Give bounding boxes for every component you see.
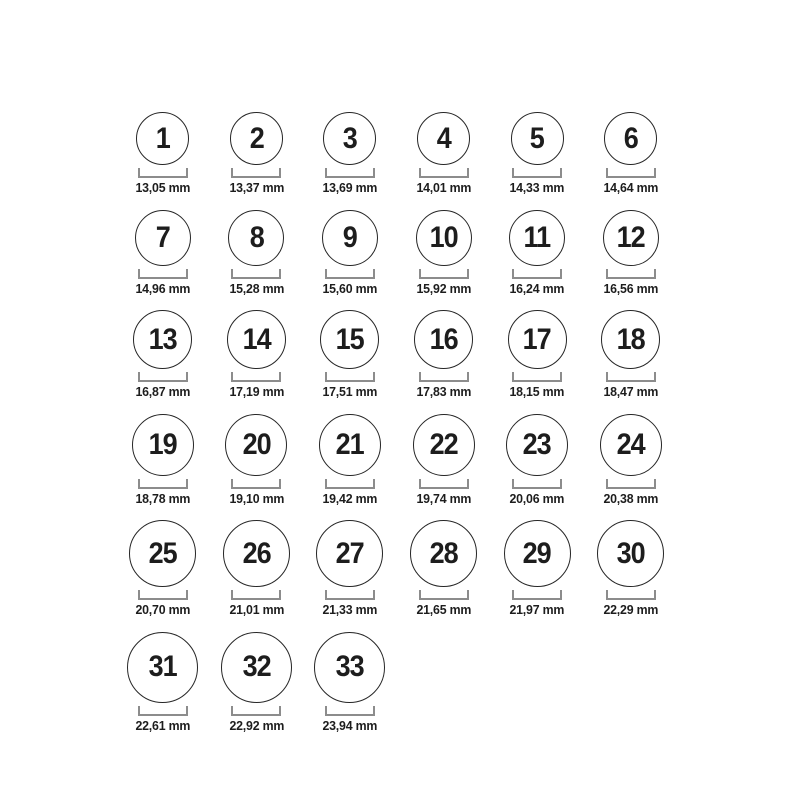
- measure-tick-left-icon: [512, 269, 514, 277]
- diameter-measure-line: [512, 170, 562, 178]
- ring-size-number: 9: [342, 220, 358, 254]
- measure-tick-right-icon: [560, 479, 562, 487]
- diameter-label: 21,97 mm: [509, 602, 565, 618]
- diameter-measure-line: [512, 481, 562, 489]
- ring-circle: [506, 414, 568, 476]
- ring-circle: [314, 632, 385, 703]
- ring-size-cell: [584, 520, 678, 618]
- ring-size-cell: [303, 632, 397, 734]
- ring-size-number: 4: [436, 121, 451, 155]
- ring-size-number: 16: [429, 322, 458, 356]
- measure-tick-right-icon: [654, 479, 656, 487]
- ring-circle: [508, 310, 567, 369]
- ring-size-cell: [210, 414, 304, 507]
- ring-size-number: 5: [530, 121, 545, 155]
- measure-tick-left-icon: [231, 372, 233, 380]
- ring-size-cell: [303, 520, 397, 618]
- diameter-measure-line: [231, 481, 281, 489]
- ring-size-cell: [210, 520, 304, 618]
- measure-tick-left-icon: [512, 372, 514, 380]
- ring-size-number: 11: [523, 220, 551, 254]
- diameter-label: 22,61 mm: [135, 717, 191, 733]
- ring-circle: [227, 310, 286, 369]
- ring-size-number: 33: [335, 650, 365, 684]
- diameter-label: 15,92 mm: [416, 280, 471, 296]
- diameter-label: 22,29 mm: [603, 602, 659, 618]
- diameter-measure-line: [325, 708, 375, 716]
- diameter-measure-line: [138, 374, 188, 382]
- ring-circle: [416, 210, 472, 266]
- diameter-label: 15,28 mm: [228, 280, 284, 296]
- ring-circle: [136, 112, 189, 165]
- diameter-label: 20,70 mm: [135, 602, 191, 618]
- ring-size-number: 3: [342, 121, 358, 155]
- ring-circle: [509, 210, 565, 266]
- diameter-measure-line: [325, 481, 375, 489]
- measure-tick-left-icon: [419, 269, 421, 277]
- ring-size-number: 6: [623, 121, 638, 155]
- measure-tick-left-icon: [606, 372, 608, 380]
- measure-tick-left-icon: [419, 590, 421, 598]
- measure-tick-right-icon: [560, 269, 562, 277]
- ring-size-cell: [584, 414, 678, 507]
- measure-tick-left-icon: [231, 706, 233, 714]
- ring-size-cell: [397, 414, 491, 507]
- diameter-label: 19,74 mm: [416, 490, 471, 506]
- ring-circle: [604, 112, 657, 165]
- ring-size-number: 27: [335, 536, 365, 570]
- ring-circle: [601, 310, 660, 369]
- ring-size-cell: [397, 112, 491, 196]
- ring-circle: [129, 520, 196, 587]
- ring-size-number: 18: [616, 322, 645, 356]
- diameter-measure-line: [325, 271, 375, 279]
- ring-size-cell: [490, 414, 584, 507]
- measure-tick-right-icon: [186, 269, 188, 277]
- diameter-measure-line: [606, 374, 656, 382]
- ring-size-cell: [303, 414, 397, 507]
- measure-tick-right-icon: [467, 168, 469, 176]
- measure-tick-right-icon: [560, 168, 562, 176]
- measure-tick-left-icon: [231, 168, 233, 176]
- diameter-measure-line: [606, 170, 656, 178]
- ring-circle: [600, 414, 662, 476]
- measure-tick-right-icon: [373, 590, 375, 598]
- measure-tick-left-icon: [512, 168, 514, 176]
- ring-size-cell: [303, 210, 397, 297]
- ring-circle: [135, 210, 191, 266]
- measure-tick-left-icon: [325, 479, 327, 487]
- ring-size-cell: [584, 310, 678, 400]
- ring-size-number: 30: [616, 536, 645, 570]
- diameter-label: 19,10 mm: [228, 490, 284, 506]
- ring-size-number: 17: [523, 322, 552, 356]
- ring-size-cell: [490, 210, 584, 297]
- diameter-label: 14,01 mm: [416, 180, 471, 195]
- measure-tick-right-icon: [279, 590, 281, 598]
- measure-tick-right-icon: [279, 706, 281, 714]
- ring-circle: [322, 210, 378, 266]
- ring-size-number: 20: [242, 427, 271, 461]
- measure-tick-right-icon: [186, 590, 188, 598]
- ring-circle: [414, 310, 473, 369]
- ring-size-cell: [397, 520, 491, 618]
- diameter-measure-line: [419, 271, 469, 279]
- measure-tick-right-icon: [186, 372, 188, 380]
- diameter-label: 17,51 mm: [322, 384, 378, 400]
- measure-tick-right-icon: [654, 269, 656, 277]
- ring-circle: [221, 632, 292, 703]
- measure-tick-left-icon: [138, 590, 140, 598]
- diameter-measure-line: [138, 170, 188, 178]
- ring-circle: [316, 520, 383, 587]
- measure-tick-left-icon: [419, 479, 421, 487]
- diameter-measure-line: [419, 481, 469, 489]
- diameter-label: 14,64 mm: [603, 180, 659, 195]
- ring-size-cell: [116, 632, 210, 734]
- measure-tick-left-icon: [512, 590, 514, 598]
- measure-tick-left-icon: [231, 269, 233, 277]
- ring-size-cell: [116, 112, 210, 196]
- ring-circle: [223, 520, 290, 587]
- measure-tick-right-icon: [467, 590, 469, 598]
- ring-circle: [225, 414, 287, 476]
- ring-circle: [320, 310, 379, 369]
- diameter-label: 21,65 mm: [416, 602, 471, 618]
- measure-tick-left-icon: [325, 372, 327, 380]
- diameter-label: 17,19 mm: [228, 384, 284, 400]
- ring-size-number: 23: [523, 427, 552, 461]
- ring-size-number: 19: [148, 427, 177, 461]
- ring-size-cell: [116, 414, 210, 507]
- measure-tick-right-icon: [279, 269, 281, 277]
- diameter-label: 20,06 mm: [509, 490, 565, 506]
- measure-tick-right-icon: [279, 372, 281, 380]
- measure-tick-right-icon: [560, 372, 562, 380]
- ring-circle: [417, 112, 470, 165]
- measure-tick-left-icon: [138, 269, 140, 277]
- measure-tick-left-icon: [419, 372, 421, 380]
- ring-circle: [504, 520, 571, 587]
- ring-size-number: 2: [249, 121, 264, 155]
- ring-size-cell: [584, 210, 678, 297]
- ring-size-cell: [490, 520, 584, 618]
- measure-tick-right-icon: [373, 168, 375, 176]
- ring-size-cell: [210, 310, 304, 400]
- measure-tick-left-icon: [138, 706, 140, 714]
- ring-size-number: 1: [155, 121, 170, 155]
- ring-size-cell: [397, 210, 491, 297]
- measure-tick-left-icon: [325, 168, 327, 176]
- ring-size-cell: [584, 112, 678, 196]
- ring-size-number: 14: [242, 322, 271, 356]
- measure-tick-left-icon: [138, 479, 140, 487]
- measure-tick-left-icon: [606, 168, 608, 176]
- diameter-measure-line: [512, 271, 562, 279]
- ring-circle: [127, 632, 198, 703]
- measure-tick-left-icon: [138, 168, 140, 176]
- diameter-measure-line: [231, 170, 281, 178]
- diameter-measure-line: [231, 271, 281, 279]
- ring-size-cell: [397, 310, 491, 400]
- diameter-measure-line: [325, 170, 375, 178]
- ring-size-grid: [116, 112, 678, 748]
- ring-circle: [133, 310, 192, 369]
- ring-size-cell: [210, 632, 304, 734]
- ring-circle: [132, 414, 194, 476]
- ring-size-number: 29: [523, 536, 552, 570]
- measure-tick-right-icon: [373, 479, 375, 487]
- diameter-label: 14,33 mm: [509, 180, 565, 195]
- ring-size-number: 21: [335, 427, 365, 461]
- diameter-measure-line: [231, 708, 281, 716]
- measure-tick-right-icon: [186, 168, 188, 176]
- ring-size-number: 13: [148, 322, 177, 356]
- measure-tick-right-icon: [279, 168, 281, 176]
- diameter-measure-line: [606, 481, 656, 489]
- measure-tick-right-icon: [654, 590, 656, 598]
- ring-size-cell: [210, 112, 304, 196]
- ring-size-number: 25: [148, 536, 177, 570]
- measure-tick-right-icon: [654, 168, 656, 176]
- diameter-label: 13,37 mm: [228, 180, 284, 195]
- ring-size-cell: [303, 112, 397, 196]
- ring-size-number: 8: [249, 220, 264, 254]
- measure-tick-right-icon: [467, 372, 469, 380]
- diameter-label: 13,05 mm: [135, 180, 191, 195]
- diameter-label: 21,01 mm: [228, 602, 284, 618]
- diameter-label: 16,24 mm: [509, 280, 565, 296]
- ring-circle: [230, 112, 283, 165]
- ring-circle: [228, 210, 284, 266]
- diameter-measure-line: [138, 481, 188, 489]
- ring-size-number: 24: [616, 427, 645, 461]
- measure-tick-right-icon: [373, 269, 375, 277]
- diameter-label: 15,60 mm: [322, 280, 378, 296]
- diameter-measure-line: [138, 271, 188, 279]
- diameter-measure-line: [419, 592, 469, 600]
- ring-size-number: 7: [155, 220, 170, 254]
- ring-circle: [603, 210, 659, 266]
- diameter-label: 19,42 mm: [322, 490, 378, 506]
- diameter-measure-line: [138, 592, 188, 600]
- diameter-label: 13,69 mm: [322, 180, 378, 195]
- ring-size-number: 12: [616, 220, 645, 254]
- ring-size-number: 28: [429, 536, 458, 570]
- diameter-label: 18,15 mm: [509, 384, 565, 400]
- diameter-label: 21,33 mm: [322, 602, 378, 618]
- measure-tick-left-icon: [325, 590, 327, 598]
- diameter-measure-line: [512, 374, 562, 382]
- ring-size-number: 10: [429, 220, 458, 254]
- ring-size-cell: [490, 310, 584, 400]
- diameter-measure-line: [419, 170, 469, 178]
- diameter-label: 16,56 mm: [603, 280, 659, 296]
- diameter-label: 22,92 mm: [228, 717, 284, 733]
- ring-size-number: 22: [429, 427, 458, 461]
- measure-tick-right-icon: [560, 590, 562, 598]
- measure-tick-right-icon: [467, 269, 469, 277]
- ring-circle: [323, 112, 376, 165]
- ring-size-cell: [303, 310, 397, 400]
- measure-tick-right-icon: [467, 479, 469, 487]
- measure-tick-left-icon: [325, 706, 327, 714]
- diameter-measure-line: [512, 592, 562, 600]
- ring-circle: [597, 520, 664, 587]
- ring-circle: [319, 414, 381, 476]
- measure-tick-left-icon: [231, 590, 233, 598]
- ring-circle: [511, 112, 564, 165]
- ring-circle: [413, 414, 475, 476]
- diameter-measure-line: [419, 374, 469, 382]
- diameter-measure-line: [606, 592, 656, 600]
- diameter-measure-line: [606, 271, 656, 279]
- measure-tick-right-icon: [373, 372, 375, 380]
- measure-tick-left-icon: [606, 479, 608, 487]
- measure-tick-left-icon: [606, 590, 608, 598]
- ring-size-cell: [116, 310, 210, 400]
- measure-tick-left-icon: [512, 479, 514, 487]
- ring-circle: [410, 520, 477, 587]
- diameter-measure-line: [231, 592, 281, 600]
- ring-size-cell: [210, 210, 304, 297]
- ring-size-number: 26: [242, 536, 271, 570]
- ring-size-cell: [490, 112, 584, 196]
- measure-tick-right-icon: [373, 706, 375, 714]
- diameter-label: 23,94 mm: [322, 717, 378, 733]
- diameter-label: 16,87 mm: [135, 384, 191, 400]
- measure-tick-left-icon: [325, 269, 327, 277]
- diameter-measure-line: [325, 592, 375, 600]
- ring-size-number: 15: [335, 322, 365, 356]
- diameter-measure-line: [138, 708, 188, 716]
- measure-tick-left-icon: [138, 372, 140, 380]
- diameter-label: 14,96 mm: [135, 280, 191, 296]
- measure-tick-right-icon: [186, 706, 188, 714]
- ring-size-cell: [116, 210, 210, 297]
- diameter-label: 18,47 mm: [603, 384, 659, 400]
- measure-tick-left-icon: [231, 479, 233, 487]
- measure-tick-right-icon: [654, 372, 656, 380]
- measure-tick-left-icon: [419, 168, 421, 176]
- diameter-label: 20,38 mm: [603, 490, 659, 506]
- measure-tick-right-icon: [279, 479, 281, 487]
- diameter-measure-line: [325, 374, 375, 382]
- ring-size-cell: [116, 520, 210, 618]
- measure-tick-right-icon: [186, 479, 188, 487]
- ring-size-number: 31: [148, 650, 177, 684]
- diameter-measure-line: [231, 374, 281, 382]
- measure-tick-left-icon: [606, 269, 608, 277]
- diameter-label: 17,83 mm: [416, 384, 471, 400]
- ring-size-number: 32: [242, 650, 271, 684]
- diameter-label: 18,78 mm: [135, 490, 191, 506]
